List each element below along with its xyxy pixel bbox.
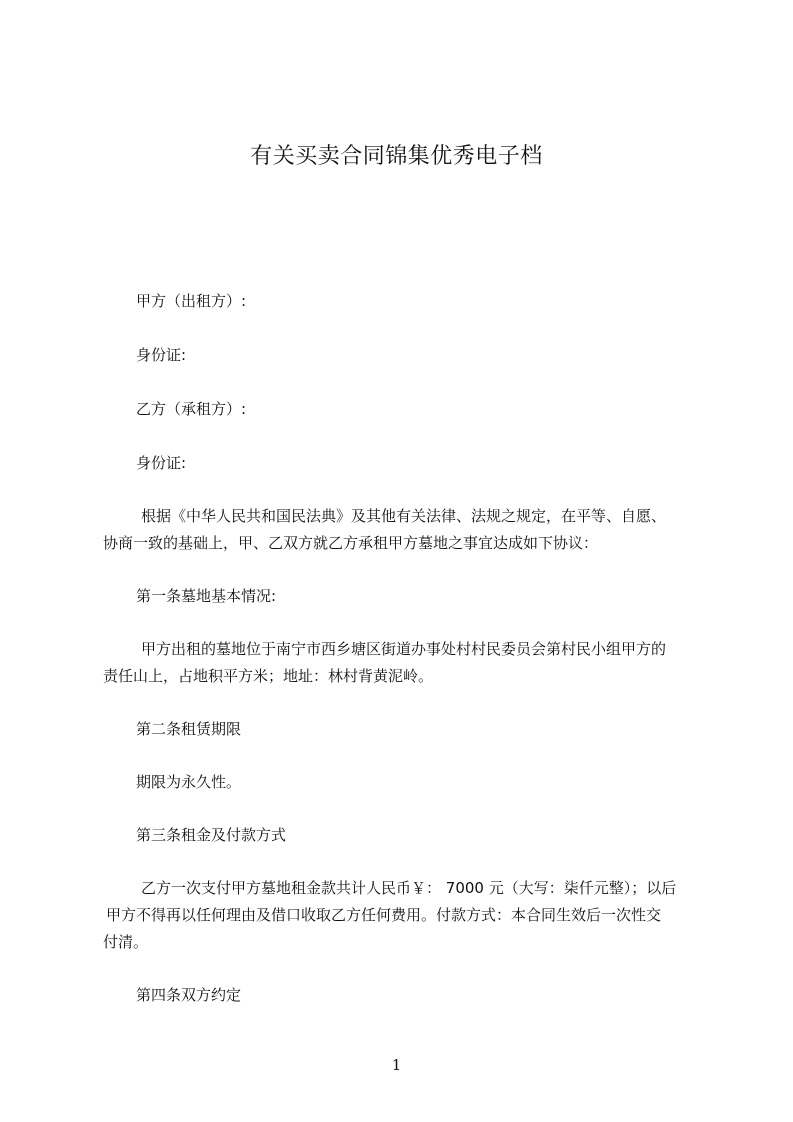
article-2-body: 期限为永久性。	[136, 773, 242, 791]
document-title: 有关买卖合同锦集优秀电子档	[250, 144, 543, 169]
article-3-line-1: 乙方一次支付甲方墓地租金款共计人民币￥： 7000 元（大写：柒仟元整）；以后	[141, 879, 677, 897]
article-2-heading: 第二条租赁期限	[136, 720, 242, 738]
article-1-line-1: 甲方出租的墓地位于南宁市西乡塘区街道办事处村村民委员会第村民小组甲方的	[141, 640, 667, 658]
article-3-line-3: 付清。	[103, 933, 149, 951]
preamble-line-2: 协商一致的基础上，甲、乙双方就乙方承租甲方墓地之事宜达成如下协议：	[103, 534, 599, 552]
article-1-line-2: 责任山上，占地积平方米；地址：林村背黄泥岭。	[103, 667, 434, 685]
article-4-heading: 第四条双方约定	[136, 986, 242, 1004]
article-1-heading: 第一条墓地基本情况:	[136, 587, 277, 605]
preamble-line-1: 根据《中华人民共和国民法典》及其他有关法律、法规之规定，在平等、自愿、	[141, 507, 667, 525]
party-a-id-label: 身份证:	[136, 346, 187, 364]
party-a-label: 甲方（出租方）:	[136, 292, 247, 310]
article-3-line-2: 甲方不得再以任何理由及借口收取乙方任何费用。付款方式：本合同生效后一次性交	[106, 906, 662, 924]
party-b-label: 乙方（承租方）:	[136, 400, 247, 418]
party-b-id-label: 身份证:	[136, 454, 187, 472]
article-3-heading: 第三条租金及付款方式	[136, 826, 287, 844]
page-number: 1	[391, 1056, 402, 1074]
